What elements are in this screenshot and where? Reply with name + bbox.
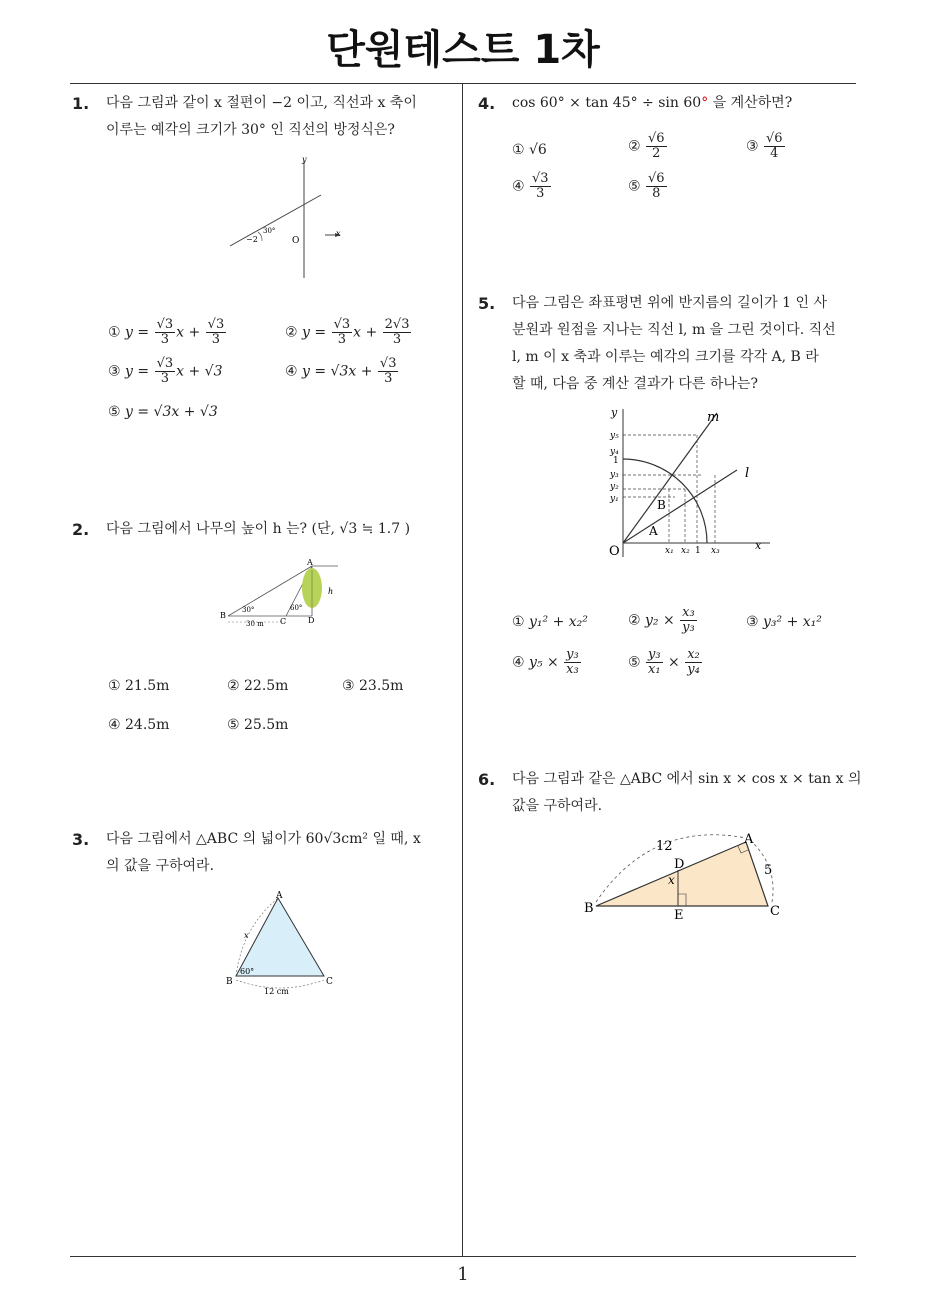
question-3 <box>72 826 457 880</box>
q5-choice-4[interactable]: ④ y₅ × $\frac{\text{y₃}}{\text{x₃}}$ <box>512 647 579 677</box>
q1-choice-5[interactable]: ⑤ y = √3x + √3 <box>108 404 218 420</box>
question-2 <box>72 516 457 543</box>
point-b-label: B <box>584 901 594 916</box>
question-text-line: 다음 그림과 같은 △ABC 에서 sin x × cos x × tan x 의 <box>512 771 862 787</box>
angle-label: 60° <box>240 967 255 976</box>
angle-a-label: A <box>649 524 658 538</box>
q2-choice-3[interactable]: ③ 23.5m <box>342 678 404 694</box>
y4-label: y₄ <box>610 447 619 457</box>
angle-label: 30° <box>263 227 276 235</box>
q4-choice-2[interactable]: ② $\frac{√6}{2}$ <box>628 131 665 161</box>
page-number: 1 <box>457 1264 469 1285</box>
question-text-line: l, m 이 x 축과 이루는 예각의 크기를 각각 A, B 라 <box>512 349 819 365</box>
question-text-line: 값을 구하여라. <box>512 798 603 814</box>
question-text-line: 할 때, 다음 중 계산 결과가 다른 하나는? <box>512 376 758 392</box>
question-6 <box>478 766 863 820</box>
q5-choice-5[interactable]: ⑤ $\frac{\text{y₃}}{\text{x₁}}$ × $\frac{\text{x₂}}{\text{y₄}}$ <box>628 647 700 677</box>
point-e-label: E <box>674 908 684 922</box>
question-number: 2. <box>72 520 90 539</box>
line-l-label: l <box>745 466 750 481</box>
q2-tree-figure <box>218 558 348 628</box>
point-a-label: A <box>744 832 754 847</box>
q4-choice-4[interactable]: ④ $\frac{√3}{3}$ <box>512 171 549 201</box>
one-x-label: 1 <box>695 546 701 556</box>
point-c-label: C <box>280 617 287 626</box>
question-text-line: 분원과 원점을 지나는 직선 l, m 을 그린 것이다. 직선 <box>512 322 836 338</box>
y5-label: y₅ <box>610 431 619 441</box>
x-axis-label: x <box>336 229 341 238</box>
question-text-line: 의 값을 구하여라. <box>106 858 215 874</box>
side-12-label: 12 <box>656 839 673 854</box>
question-4 <box>478 90 863 117</box>
point-b-label: B <box>220 611 226 620</box>
q5-choice-1[interactable]: ① y₁² + x₂² <box>512 614 588 630</box>
bottom-divider <box>70 1256 856 1257</box>
angle-30-label: 30° <box>242 606 255 614</box>
origin-label: O <box>292 236 300 246</box>
distance-label: 30 m <box>246 620 264 628</box>
question-number: 4. <box>478 94 496 113</box>
y3-label: y₃ <box>610 470 619 480</box>
q2-choice-4[interactable]: ④ 24.5m <box>108 717 170 733</box>
q2-choice-1[interactable]: ① 21.5m <box>108 678 170 694</box>
triangle-abc <box>596 842 768 906</box>
point-c-label: C <box>770 904 780 919</box>
side-x-label: x <box>244 931 249 940</box>
point-a-label: A <box>307 558 313 567</box>
point-d-label: D <box>674 857 685 872</box>
line-m <box>623 413 717 543</box>
y-axis-label: y <box>302 155 307 164</box>
point-b-label: B <box>226 977 233 987</box>
question-text-line: 다음 그림에서 나무의 높이 h 는? (단, √3 ≒ 1.7 ) <box>106 521 411 537</box>
x3-label: x₃ <box>711 546 720 556</box>
question-number: 3. <box>72 830 90 849</box>
question-text-line: 이루는 예각의 크기가 30° 인 직선의 방정식은? <box>106 122 395 138</box>
column-divider <box>462 84 463 1256</box>
origin-label: O <box>609 544 620 559</box>
q5-choice-2[interactable]: ② y₂ × $\frac{\text{x₃}}{\text{y₃}}$ <box>628 605 695 635</box>
y1-label: y₁ <box>610 494 619 504</box>
q1-choice-4[interactable]: ④ y = √3x + $\frac{√3}{3}$ <box>285 356 397 386</box>
q2-choice-2[interactable]: ② 22.5m <box>227 678 289 694</box>
y2-label: y₂ <box>610 482 619 492</box>
angle-b-label: B <box>657 498 666 512</box>
question-number: 1. <box>72 94 90 113</box>
point-d-label: D <box>308 616 315 625</box>
question-number: 6. <box>478 770 496 789</box>
question-1 <box>72 90 457 144</box>
q1-choice-3[interactable]: ③ y = $\frac{√3}{3}$ x + √3 <box>108 356 223 386</box>
question-text-line: 다음 그림은 좌표평면 위에 반지름의 길이가 1 인 사 <box>512 295 827 311</box>
question-5 <box>478 290 863 398</box>
x1-label: x₁ <box>665 546 674 556</box>
q3-triangle-figure <box>222 888 342 998</box>
q4-choice-1[interactable]: ① √6 <box>512 142 547 158</box>
question-number: 5. <box>478 294 496 313</box>
angle-x-label: x <box>668 873 675 887</box>
question-text-line: cos 60° × tan 45° ÷ sin 60° 을 계산하면? <box>512 95 793 111</box>
point-c-label: C <box>326 977 333 987</box>
height-label: h <box>328 587 334 596</box>
q6-triangle-figure <box>582 826 788 922</box>
q1-choice-2[interactable]: ② y = $\frac{√3}{3}$ x + $\frac{2√3}{3}$ <box>285 317 410 347</box>
line-graph <box>230 195 321 246</box>
q5-choice-3[interactable]: ③ y₃² + x₁² <box>746 614 822 630</box>
question-text-line: 다음 그림에서 △ABC 의 넓이가 60√3cm² 일 때, x <box>106 831 421 847</box>
top-divider <box>70 83 856 84</box>
question-text-line: 다음 그림과 같이 x 절편이 −2 이고, 직선과 x 축이 <box>106 95 417 111</box>
side-5-label: 5 <box>764 863 773 878</box>
q4-choice-5[interactable]: ⑤ $\frac{√6}{8}$ <box>628 171 665 201</box>
angle-60-label: 60° <box>290 604 303 612</box>
one-y-label: 1 <box>613 456 619 466</box>
base-label: 12 cm <box>264 987 289 996</box>
y-axis-label: y <box>611 406 618 419</box>
triangle-abc <box>236 898 324 976</box>
q2-choice-5[interactable]: ⑤ 25.5m <box>227 717 289 733</box>
x-axis-label: x <box>755 539 762 552</box>
q1-line-figure <box>225 155 355 285</box>
q1-choice-1[interactable]: ① y = $\frac{√3}{3}$ x + $\frac{√3}{3}$ <box>108 317 225 347</box>
q5-quadrant-figure <box>605 405 775 565</box>
q4-choice-3[interactable]: ③ $\frac{√6}{4}$ <box>746 131 783 161</box>
intercept-label: −2 <box>246 235 258 244</box>
page-title: 단원테스트 1차 <box>326 27 600 73</box>
line-m-label: m <box>707 410 720 425</box>
x2-label: x₂ <box>681 546 690 556</box>
point-a-label: A <box>276 891 283 901</box>
